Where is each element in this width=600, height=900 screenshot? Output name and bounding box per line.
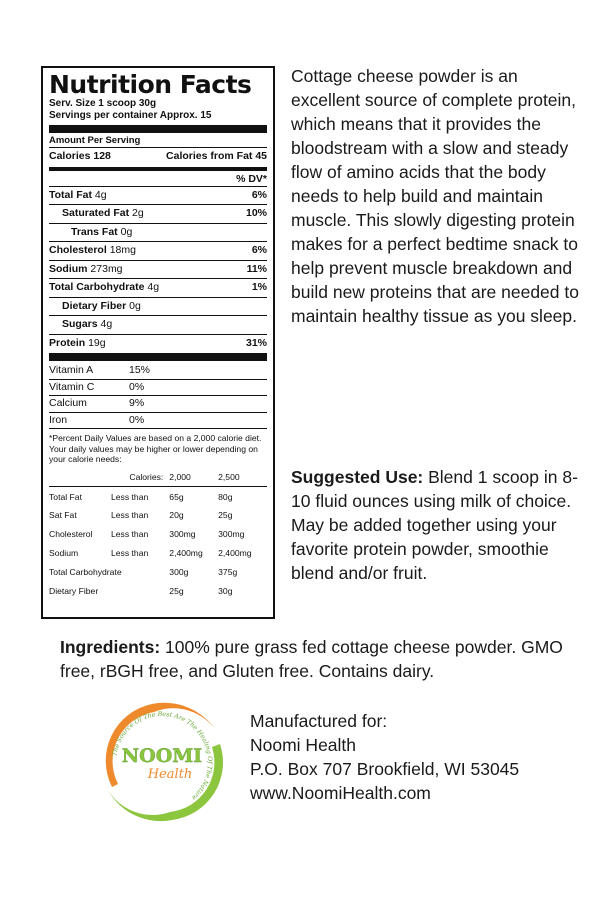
dv-footnote: *Percent Daily Values are based on a 2,000 calorie diet. Your daily values may be higher or lower depending on your calorie needs: — [49, 433, 262, 464]
divider-medium — [49, 167, 267, 171]
manufacturer-name: Noomi Health — [250, 735, 357, 755]
nutrient-dv: 10% — [245, 207, 267, 219]
nutrient-row-saturated-fat — [49, 204, 267, 223]
nutrient-label: Trans Fat — [71, 225, 118, 238]
dv-table-row: Cholesterol Less than 300mg 300mg — [49, 529, 245, 540]
dv-table-calories-label: Calories: — [129, 471, 164, 482]
vitamin-value: 0% — [129, 413, 145, 426]
nutrient-label: Sugars — [62, 318, 98, 330]
suggested-use-label: Suggested Use: — [291, 467, 424, 487]
logo-name: NOOMI — [121, 745, 203, 767]
nutrient-amount: 273mg — [90, 262, 123, 275]
nutrient-dv: 31% — [245, 336, 267, 349]
manufacturer-website[interactable]: www.NoomiHealth.com — [250, 783, 431, 803]
nutrient-label: Total Carbohydrate — [49, 281, 145, 293]
dv-table-row: Sodium Less than 2,400mg 2,400mg — [49, 548, 252, 559]
divider-thick — [49, 353, 267, 361]
suggested-use — [291, 465, 591, 585]
dv-table-row: Sat Fat Less than 20g 25g — [49, 510, 233, 521]
manufacturer-label: Manufactured for: — [250, 711, 388, 731]
nutrient-label: Cholesterol — [49, 244, 107, 256]
dv-header: % DV* — [236, 172, 267, 185]
ingredients-text: 100% pure grass fed cottage cheese powder. GMO free, rBGH free, and Gluten free. Contains dairy. — [60, 637, 563, 681]
ingredients — [60, 635, 580, 683]
nutrient-row-protein — [49, 334, 267, 353]
dv-table-header — [49, 468, 267, 487]
nutrient-amount: 4g — [100, 318, 113, 330]
nutrient-row-cholesterol — [49, 241, 267, 260]
calories: Calories 128 — [49, 150, 111, 162]
vitamin-row — [49, 379, 267, 396]
dv-table-col-2000: 2,000 — [169, 471, 191, 482]
nutrient-dv: 6% — [251, 188, 267, 201]
nutrition-title: Nutrition Facts — [49, 70, 252, 99]
vitamin-name: Calcium — [49, 397, 87, 409]
description-text: Cottage cheese powder is an excellent source of complete protein, which means that it provides the bloodstream with a slow and steady flow of amino acids that the body needs to help build and maintain muscle. This slowly digesting protein makes for a perfect bedtime snack to help prevent muscle breakdown and build new proteins that are needed to maintain healthy tissue as you sleep. — [291, 66, 579, 326]
nutrient-amount: 2g — [132, 207, 144, 219]
vitamin-value: 9% — [129, 397, 145, 409]
vitamin-name: Iron — [49, 413, 68, 426]
nutrient-label: Sodium — [49, 262, 88, 275]
dv-table-row: Total Fat Less than 65g 80g — [49, 487, 267, 506]
logo-icon — [92, 692, 232, 832]
nutrient-row-trans-fat — [49, 223, 267, 242]
vitamin-value: 0% — [129, 380, 145, 393]
calories-from-fat: Calories from Fat 45 — [166, 150, 267, 162]
dv-table-col-2500: 2,500 — [218, 471, 240, 482]
nutrient-dv: 11% — [246, 262, 267, 275]
calories-row — [49, 147, 267, 166]
nutrient-amount: 4g — [94, 188, 107, 201]
nutrient-row-sugars — [49, 315, 267, 334]
vitamin-name: Vitamin A — [49, 364, 94, 376]
nutrient-dv: 6% — [251, 244, 267, 256]
dv-table-row: Total Carbohydrate 300g 375g — [49, 566, 238, 577]
nutrient-label: Total Fat — [49, 188, 92, 201]
noomi-health-logo — [92, 692, 232, 832]
manufacturer-info — [250, 709, 519, 805]
nutrient-amount: 0g — [129, 299, 141, 312]
nutrient-label: Saturated Fat — [62, 207, 130, 219]
nutrient-dv: 1% — [251, 281, 267, 293]
nutrient-amount: 19g — [88, 336, 106, 349]
amount-per-serving: Amount Per Serving — [49, 135, 141, 146]
vitamin-row — [49, 395, 267, 412]
dv-table-row: Dietary Fiber 25g 30g — [49, 585, 233, 596]
nutrition-facts-panel — [41, 66, 275, 619]
vitamin-row — [49, 363, 267, 379]
daily-value-table — [49, 468, 267, 601]
suggested-use-text: Blend 1 scoop in 8-10 fluid ounces using milk of choice. May be added together using your favorite protein powder, smoothie blend and/or fruit. — [291, 467, 578, 583]
nutrient-label: Dietary Fiber — [62, 299, 127, 312]
nutrient-row-total-fat — [49, 186, 267, 205]
logo-tagline: The Source Of The Best Are The Healing Of The Nature — [111, 710, 214, 802]
nutrient-label: Protein — [49, 336, 86, 349]
nutrient-row-total-carbohydrate — [49, 278, 267, 297]
vitamin-name: Vitamin C — [49, 380, 95, 393]
product-description — [291, 64, 591, 328]
nutrient-row-dietary-fiber — [49, 297, 267, 316]
divider-thick — [49, 125, 267, 133]
vitamin-row — [49, 412, 267, 430]
logo-sub: Health — [147, 767, 193, 782]
ingredients-label: Ingredients: — [60, 637, 161, 657]
manufacturer-address: P.O. Box 707 Brookfield, WI 53045 — [250, 759, 520, 779]
nutrient-amount: 18mg — [109, 244, 136, 256]
serving-size: Serv. Size 1 scoop 30g — [49, 98, 157, 109]
nutrient-amount: 0g — [120, 225, 133, 238]
servings-per-container: Servings per container Approx. 15 — [49, 110, 212, 121]
nutrient-amount: 4g — [147, 281, 160, 293]
nutrient-row-sodium — [49, 260, 267, 279]
vitamin-value: 15% — [129, 364, 151, 376]
